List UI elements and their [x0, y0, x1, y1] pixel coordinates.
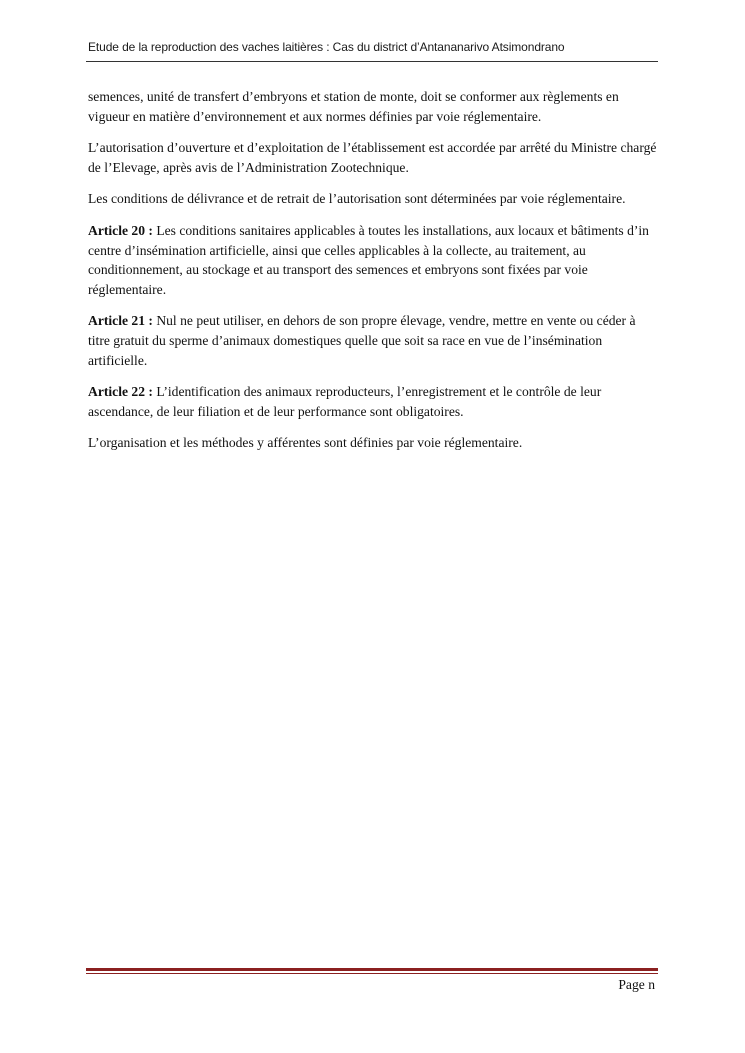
- paragraph-conditions: Les conditions de délivrance et de retrait de l’autorisation sont déterminées par voie réglementaire.: [88, 191, 626, 207]
- footer-divider-thin: [86, 973, 658, 974]
- article-20-label: Article 20 :: [88, 222, 153, 238]
- page-body: [88, 87, 659, 465]
- article-22-text: L’identification des animaux reproducteurs, l’enregistrement et le contrôle de leur ascendance, de leur filiation et de leur performance sont obligatoires.: [88, 384, 602, 419]
- article-22: [88, 382, 659, 421]
- running-header: Etude de la reproduction des vaches laitières : Cas du district d’Antananarivo Atsimondrano: [88, 40, 565, 54]
- article-21-label: Article 21 :: [88, 313, 153, 329]
- page-number: Page n: [618, 977, 655, 992]
- article-22-label: Article 22 :: [88, 384, 153, 400]
- article-20-text: Les conditions sanitaires applicables à toutes les installations, aux locaux et bâtiments d’in centre d’insémination artificielle, ainsi que celles applicables à la collecte, au traitement, au conditionnement, au stockage et au transport des semences et embryons sont fixées par voie réglementaire.: [88, 222, 649, 297]
- article-21: [88, 311, 659, 370]
- article-21-text: Nul ne peut utiliser, en dehors de son propre élevage, vendre, mettre en vente ou céder à titre gratuit du sperme d’animaux domestiques quelle que soit sa race en vue de l’insémination artificielle.: [88, 313, 636, 368]
- paragraph-authorisation: L’autorisation d’ouverture et d’exploitation de l’établissement est accordée par arrêté du Ministre chargé de l’Elevage, après avis de l’Administration Zootechnique.: [88, 140, 657, 175]
- footer-divider-thick: [86, 968, 658, 971]
- header-divider: [86, 61, 658, 62]
- paragraph-continuation: semences, unité de transfert d’embryons et station de monte, doit se conformer aux règlements en vigueur en matière d’environnement et aux normes définies par voie réglementaire.: [88, 89, 619, 124]
- article-20: [88, 221, 659, 299]
- paragraph-organisation: L’organisation et les méthodes y afférentes sont définies par voie réglementaire.: [88, 435, 523, 451]
